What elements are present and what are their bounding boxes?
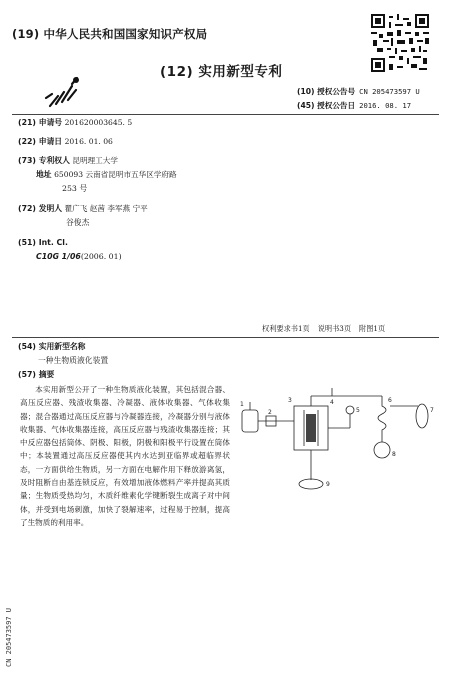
diagram-label-4: 4 [330,399,334,406]
diagram-label-6: 6 [388,397,392,404]
inventor-label: (72) 发明人 [18,204,63,213]
patentee-label: (73) 专利权人 [18,156,70,165]
address-line-2: 253 号 [62,184,88,193]
publication-number-label: (10) 授权公告号 [297,87,356,96]
page-count-row [262,324,393,334]
gas-collector [416,404,428,428]
mixer-tank [242,410,258,432]
diagram-label-2: 2 [268,409,272,416]
patentee-row [18,155,118,166]
ipc-date: (2006. 01) [80,252,122,261]
ipc-code: C10G 1/06 [36,252,81,261]
title-label: (54) 实用新型名称 [18,342,86,351]
address-line-1: 650093 云南省昆明市五华区学府路 [54,170,177,179]
description-pages: 说明书3页 [317,324,352,333]
application-number-row [18,117,132,128]
residue-collector [299,479,323,489]
qr-code-icon [371,14,429,72]
liquid-collector [374,442,390,458]
publication-number: CN 205473597 U [359,87,420,96]
diagram-label-1: 1 [240,401,244,408]
application-date-row [18,136,113,147]
side-publication-number: CN 205473597 U [5,607,13,667]
ipc-label: (51) Int. Cl. [18,238,68,247]
diagram-label-5: 5 [356,407,360,414]
ipc-classification [36,252,122,261]
patentee-name: 昆明理工大学 [72,156,118,165]
reactor-packing [306,414,316,442]
utility-model-title: 一种生物质液化装置 [38,356,109,365]
condenser-coil [378,396,386,442]
patent-office-emblem-icon [42,74,84,110]
diagram-label-3: 3 [288,397,292,404]
address-row [36,169,177,180]
diagram-label-8: 8 [392,451,396,458]
inventor-names-1: 瞿广飞 赵茜 李军燕 宁平 [64,204,148,213]
publication-date: 2016. 08. 17 [359,101,412,110]
inventor-row [18,203,148,214]
publication-number-row [297,86,420,97]
drawing-pages: 附图1页 [359,324,386,333]
application-date: 2016. 01. 06 [64,137,113,146]
patent-type-title: (12) 实用新型专利 [160,64,283,80]
application-number: 201620003645. 5 [64,118,133,127]
application-number-label: (21) 申请号 [18,118,63,127]
device-schematic-diagram [232,384,444,494]
mid-divider [12,337,439,338]
header-divider [12,114,439,115]
diagram-label-9: 9 [326,481,330,488]
application-date-label: (22) 申请日 [18,137,63,146]
inventor-names-2: 谷俊杰 [66,218,90,227]
abstract-text: 本实用新型公开了一种生物质液化装置，其包括混合器、高压反应器、残渣收集器、冷凝器、液体收集器、气体收集器；混合器通过高压反应器与冷凝器连接，冷凝器分别与液体收集器、气体收集器连接，高压反应器与残渣收集器连接；其中反应器包括筒体、阴极、阳极，阴极和阳极平行设置在筒体中；本装置通过高压反应器使其内水达到亚临界或超临界状态，一方面供给生物质，另一方面在电解作用下释放游离氢，及时阻断自由基连锁反应，有效增加液体燃料产率并提高其质量；生物质受热均匀，木质纤维素化学键断裂生成离子对中间体，并受到电场刺激，加快了裂解速率，过程易于控制，提高了生物质的利用率。 [20,385,230,527]
publication-date-row [297,100,411,111]
abstract-label: (57) 摘要 [18,370,55,379]
patent-office-name: (19) 中华人民共和国国家知识产权局 [12,27,208,41]
address-label: 地址 [36,170,52,179]
publication-date-label: (45) 授权公告日 [297,101,356,110]
diagram-label-7: 7 [430,407,434,414]
claims-pages: 权利要求书1页 [262,324,310,333]
